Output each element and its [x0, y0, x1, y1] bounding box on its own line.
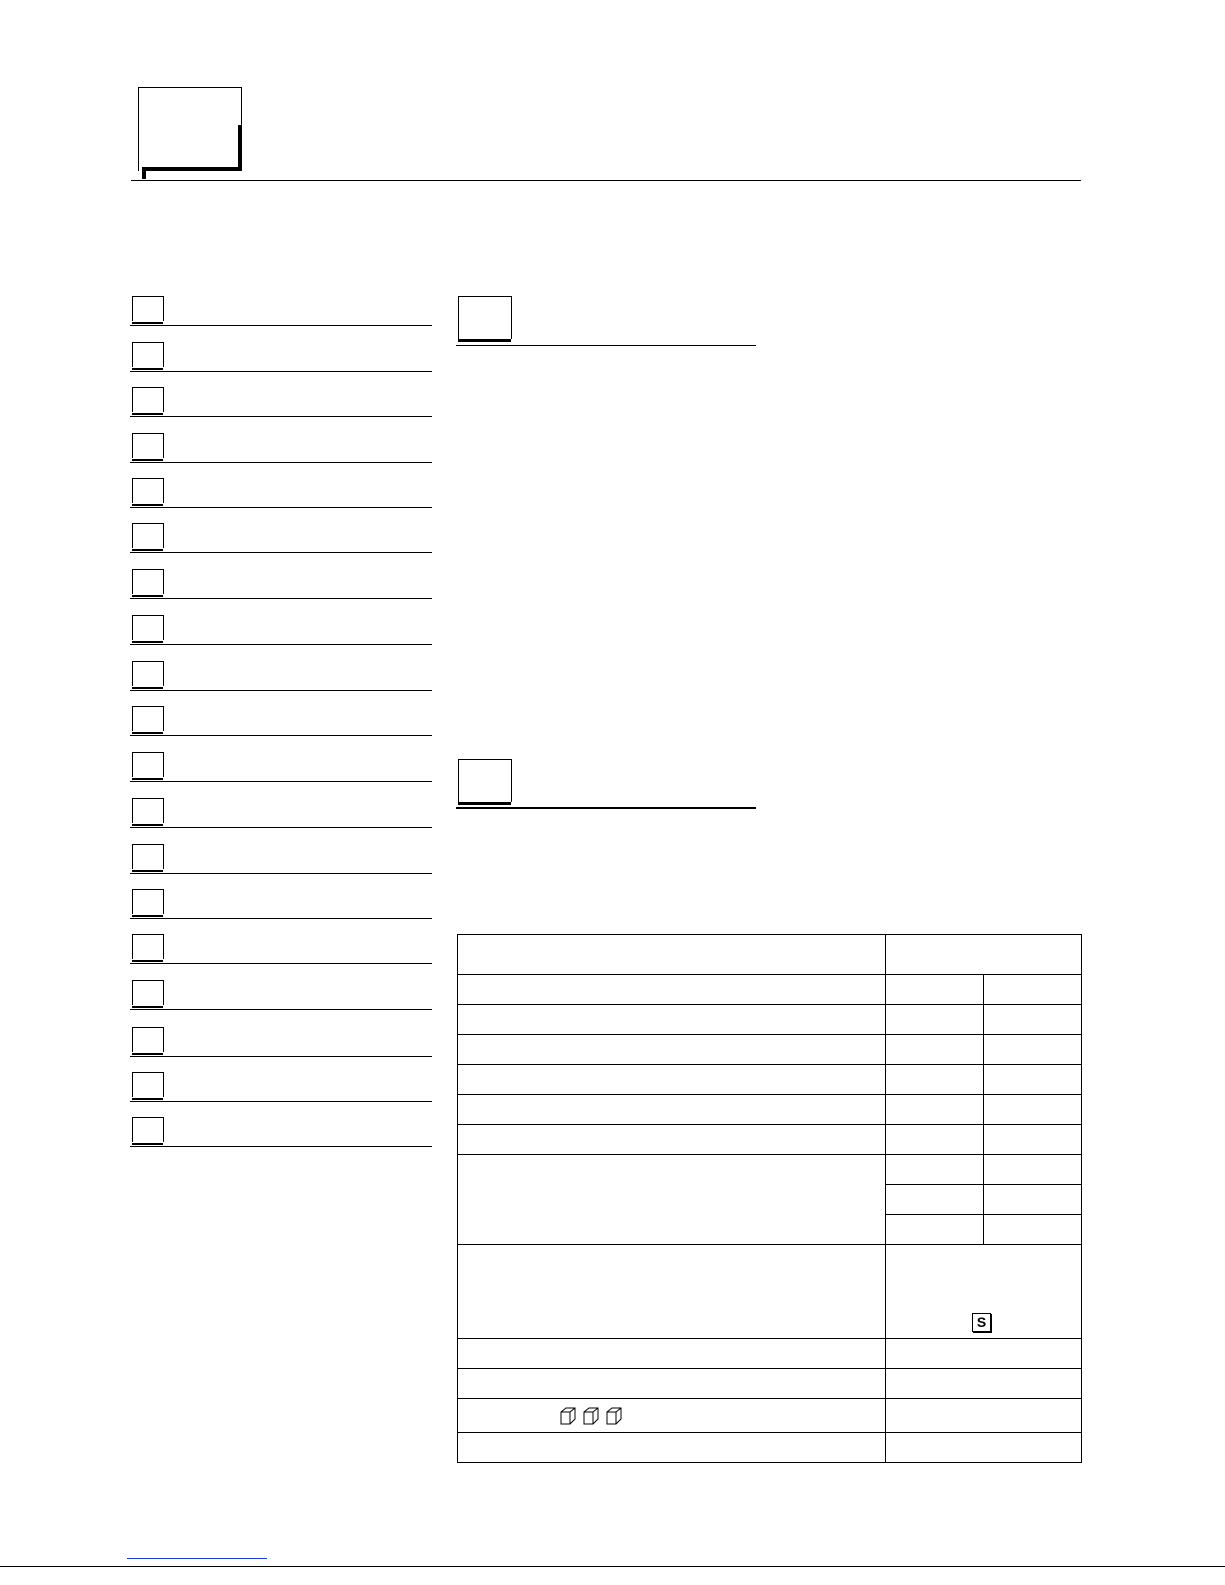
s-symbol-icon: S — [972, 1313, 991, 1332]
index-item[interactable] — [130, 1072, 432, 1102]
index-item[interactable] — [130, 433, 432, 463]
section-box-icon — [458, 759, 512, 802]
index-item[interactable] — [130, 980, 432, 1010]
table-cell — [458, 975, 886, 1005]
table-cell — [458, 1245, 886, 1339]
table-cell — [886, 1339, 1082, 1369]
table-cell — [886, 1215, 984, 1245]
table-cell — [886, 975, 984, 1005]
table-cell — [458, 1399, 886, 1433]
index-item[interactable] — [130, 706, 432, 736]
table-cell — [886, 1245, 1082, 1339]
index-item[interactable] — [130, 934, 432, 964]
index-box-icon — [132, 798, 164, 823]
index-box-icon — [132, 752, 164, 777]
table-cell — [458, 1095, 886, 1125]
table-row — [458, 1155, 1082, 1185]
table-cell — [886, 1005, 984, 1035]
index-item[interactable] — [130, 661, 432, 691]
index-item[interactable] — [130, 523, 432, 553]
index-item[interactable] — [130, 569, 432, 599]
cube-icon — [581, 1406, 601, 1426]
index-box-icon — [132, 296, 164, 321]
table-cell — [984, 975, 1082, 1005]
table-cell — [886, 1125, 984, 1155]
index-item[interactable] — [130, 1027, 432, 1057]
index-box-icon — [132, 934, 164, 959]
index-item[interactable] — [130, 752, 432, 782]
table-row — [458, 1065, 1082, 1095]
cube-icon — [604, 1406, 624, 1426]
table-header-row — [458, 935, 1082, 975]
table-header-cell — [886, 935, 1082, 975]
table-row — [458, 1125, 1082, 1155]
footer-rule — [0, 1566, 1225, 1567]
table-cell — [458, 1369, 886, 1399]
index-box-icon — [132, 387, 164, 412]
index-item[interactable] — [130, 1117, 432, 1147]
table-cell — [984, 1125, 1082, 1155]
table-cell — [458, 1005, 886, 1035]
chapter-box — [138, 87, 242, 171]
table-cell — [984, 1095, 1082, 1125]
table-cell — [458, 1125, 886, 1155]
cube-icon — [558, 1406, 578, 1426]
index-box-icon — [132, 661, 164, 686]
index-item[interactable] — [130, 296, 432, 326]
table-cell — [886, 1185, 984, 1215]
table-cell — [458, 1433, 886, 1463]
table-cell — [886, 1433, 1082, 1463]
table-cell — [886, 1369, 1082, 1399]
section-box-icon — [458, 296, 512, 339]
table-cell — [984, 1215, 1082, 1245]
table-cell — [984, 1035, 1082, 1065]
index-box-icon — [132, 1117, 164, 1142]
cube-icon-group — [558, 1406, 624, 1426]
table-row — [458, 1399, 1082, 1433]
index-box-icon — [132, 706, 164, 731]
section-heading-1 — [456, 296, 756, 346]
index-box-icon — [132, 1027, 164, 1052]
table-row — [458, 1369, 1082, 1399]
table-cell — [458, 1065, 886, 1095]
table-row — [458, 1339, 1082, 1369]
index-item[interactable] — [130, 387, 432, 417]
index-item[interactable] — [130, 342, 432, 372]
table-cell — [886, 1155, 984, 1185]
table-cell — [886, 1095, 984, 1125]
section-heading-2 — [456, 759, 756, 809]
table-row — [458, 1433, 1082, 1463]
table-cell — [984, 1185, 1082, 1215]
table-cell — [886, 1065, 984, 1095]
table-header-cell — [458, 935, 886, 975]
index-box-icon — [132, 844, 164, 869]
table-cell — [984, 1155, 1082, 1185]
index-box-icon — [132, 889, 164, 914]
table-cell — [458, 1035, 886, 1065]
table-cell — [458, 1155, 886, 1245]
table-cell — [458, 1339, 886, 1369]
spec-table — [457, 934, 1082, 1463]
index-item[interactable] — [130, 478, 432, 508]
table-cell — [984, 1005, 1082, 1035]
index-box-icon — [132, 1072, 164, 1097]
table-row — [458, 1035, 1082, 1065]
table-row — [458, 1005, 1082, 1035]
table-cell — [984, 1065, 1082, 1095]
footer-link-underline[interactable] — [127, 1558, 267, 1559]
index-item[interactable] — [130, 844, 432, 874]
index-box-icon — [132, 478, 164, 503]
table-cell — [886, 1399, 1082, 1433]
index-box-icon — [132, 433, 164, 458]
index-item[interactable] — [130, 889, 432, 919]
table-cell — [886, 1035, 984, 1065]
index-item[interactable] — [130, 798, 432, 828]
index-item[interactable] — [130, 615, 432, 645]
index-box-icon — [132, 980, 164, 1005]
index-box-icon — [132, 342, 164, 367]
table-row — [458, 1095, 1082, 1125]
index-box-icon — [132, 523, 164, 548]
header-rule — [131, 180, 1081, 181]
table-row — [458, 975, 1082, 1005]
index-box-icon — [132, 615, 164, 640]
table-row — [458, 1245, 1082, 1339]
index-box-icon — [132, 569, 164, 594]
